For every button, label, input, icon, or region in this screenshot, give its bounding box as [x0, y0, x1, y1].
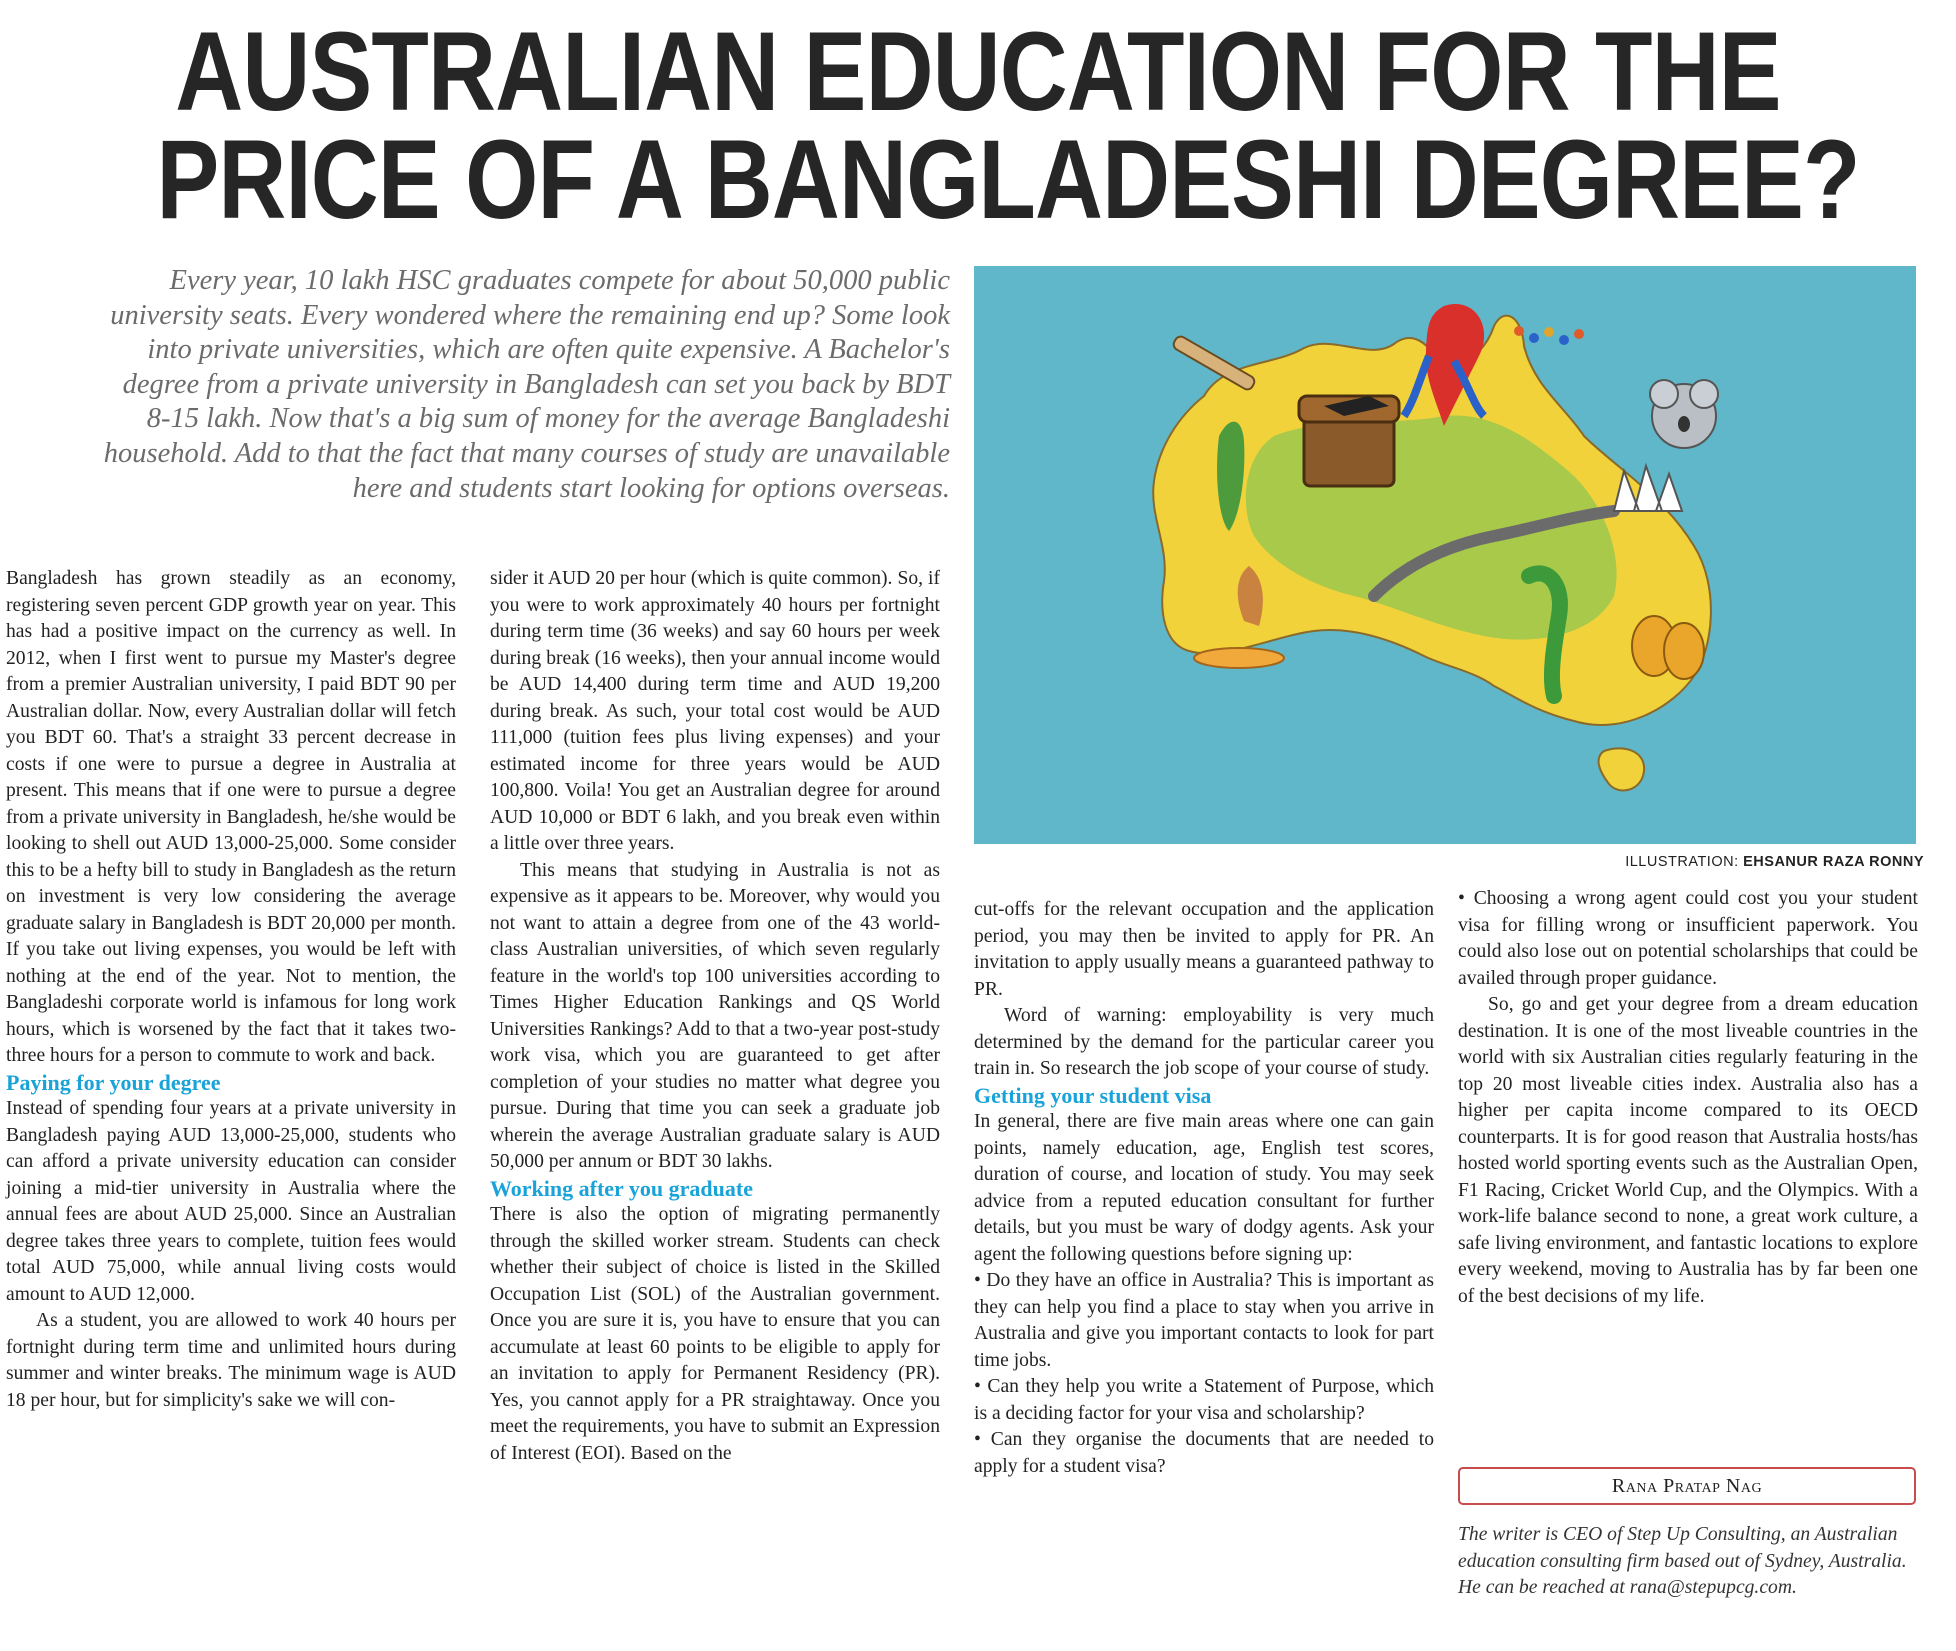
paragraph: As a student, you are allowed to work 40 hours per fortnight during term time and unlimited hours during summer and winter breaks. The minimum wage is AUD 18 per hour, but for simplicity's sake we will con-	[6, 1310, 456, 1411]
paragraph: There is also the option of migrating permanently through the skilled worker stream. Students can check whether their subject of choice is listed in the Skilled Occupation List (SOL) of the Australian government. Once you are sure it is, you have to ensure that you can accumulate at least 60 points to be eligible to apply for an invitation to apply for Permanent Residency (PR). Yes, you cannot apply for a PR straightaway. Once you meet the requirements, you have to submit an Expression of Interest (EOI). Based on the	[490, 1204, 940, 1464]
intro-standfirst: Every year, 10 lakh HSC graduates compete for about 50,000 public university seats. Every wondered where the remaining end up? Some look into private universities, which are often quite expensive. A Bachelor's degree from a private university in Bangladesh can set you back by BDT 8-15 lakh. Now that's a big sum of money for the average Bangladeshi household. Add to that the fact that many courses of study are unavailable here and students start looking for options overseas.	[103, 265, 950, 504]
section-heading-visa: Getting your student visa	[974, 1082, 1212, 1108]
paragraph: cut-offs for the relevant occupation and the application period, you may then be invited to apply for PR. An invitation to apply usually means a guaranteed pathway to PR.	[974, 899, 1434, 1000]
bullet-item: • Do they have an office in Australia? This is important as they can help you find a place to stay when you arrive in Australia and give you important contacts to look for part time jobs.	[974, 1270, 1434, 1371]
bullet-item: • Can they organise the documents that are needed to apply for a student visa?	[974, 1429, 1434, 1477]
bullet-item: • Can they help you write a Statement of Purpose, which is a deciding factor for your visa and scholarship?	[974, 1376, 1434, 1424]
paragraph: In general, there are five main areas where one can gain points, namely education, age, English test scores, duration of course, and location of study. You may seek advice from a reputed education consultant for further details, but you must be wary of dodgy agents. Ask your agent the following questions before signing up:	[974, 1111, 1434, 1265]
illustration-credit-name: EHSANUR RAZA RONNY	[1743, 854, 1924, 870]
illustration-credit	[1625, 854, 1924, 870]
article-column-2	[490, 566, 940, 1467]
paragraph: Word of warning: employability is very much determined by the demand for the particular career you train in. So research the job scope of your course of study.	[974, 1005, 1434, 1079]
article-column-1	[6, 566, 456, 1414]
author-byline: Rana Pratap Nag	[1458, 1467, 1916, 1505]
section-heading-paying: Paying for your degree	[6, 1069, 221, 1095]
author-bio: The writer is CEO of Step Up Consulting, an Australian education consulting firm based out of Sydney, Australia. He can be reached at rana@stepupcg.com.	[1458, 1524, 1907, 1598]
headline	[156, 9, 1860, 242]
paragraph: Instead of spending four years at a private university in Bangladesh paying AUD 13,000-25,000, students who can afford a private university education can consider joining a mid-tier university in Australia where the annual fees are about AUD 25,000. Since an Australian degree takes three years to complete, tuition fees would total AUD 75,000, while annual living costs would amount to AUD 12,000.	[6, 1098, 456, 1305]
paragraph: This means that studying in Australia is not as expensive as it appears to be. Moreover, why would you not want to attain a degree from one of the 43 world-class Australian universities, of which seven regularly feature in the world's top 100 universities according to Times Higher Education Rankings and QS World Universities Rankings? Add to that a two-year post-study work visa, which you are guaranteed to get after completion of your studies no matter what degree you pursue. During that time you can seek a graduate job wherein the average Australian graduate salary is AUD 50,000 per annum or BDT 30 lakhs.	[490, 859, 940, 1172]
headline-line-2: PRICE OF A BANGLADESHI DEGREE?	[156, 117, 1860, 242]
bullet-item: • Choosing a wrong agent could cost you your student visa for filling wrong or insufficient paperwork. You could also lose out on potential scholarships that could be availed through proper guidance.	[1458, 888, 1918, 989]
paragraph: So, go and get your degree from a dream education destination. It is one of the most liveable countries in the world with six Australian cities regularly featuring in the top 20 most liveable cities index. Australia also has a higher per capita income compared to its OECD counterparts. It is for good reason that Australia hosts/has hosted world sporting events such as the Australian Open, F1 Racing, Cricket World Cup, and the Olympics. With a work-life balance second to none, a great work culture, a safe living environment, and fantastic locations to explore every weekend, moving to Australia has by far been one of the best decisions of my life.	[1458, 994, 1918, 1307]
illustration-credit-label: ILLUSTRATION:	[1625, 854, 1739, 870]
headline-line-1: AUSTRALIAN EDUCATION FOR THE	[175, 9, 1781, 134]
paragraph: sider it AUD 20 per hour (which is quite common). So, if you were to work approximately 40 hours per fortnight during term time (36 weeks) and say 60 hours per week during break (16 weeks), then your annual income would be AUD 14,400 during term time and AUD 19,200 during break. As such, your total cost would be AUD 111,000 (tuition fees plus living expenses) and your estimated income for three years would be AUD 100,800. Voila! You get an Australian degree for around AUD 10,000 or BDT 6 lakh, and you break even within a little over three years.	[490, 568, 940, 854]
article-column-4	[1458, 886, 1918, 1310]
section-heading-working: Working after you graduate	[490, 1175, 753, 1201]
article-column-3	[974, 897, 1434, 1480]
paragraph: Bangladesh has grown steadily as an economy, registering seven percent GDP growth year on year. This has had a positive impact on the currency as well. In 2012, when I first went to pursue my Master's degree from a premier Australian university, I paid BDT 90 per Australian dollar. Now, every Australian dollar will fetch you BDT 60. That's a straight 33 percent decrease in costs if one were to pursue a degree in Australia at present. This means that if one were to pursue a degree from a private university in Bangladesh, he/she would be looking to shell out AUD 13,000-25,000. Some consider this to be a hefty bill to study in Bangladesh as the return on investment is very low considering the average graduate salary in Bangladesh is BDT 20,000 per month. If you take out living expenses, you would be left with nothing at the end of the year. Not to mention, the Bangladeshi corporate world is infamous for long work hours, which is worsened by the fact that it takes two-three hours for a person to commute to work and back.	[6, 568, 456, 1066]
australia-map-illustration	[974, 266, 1916, 844]
